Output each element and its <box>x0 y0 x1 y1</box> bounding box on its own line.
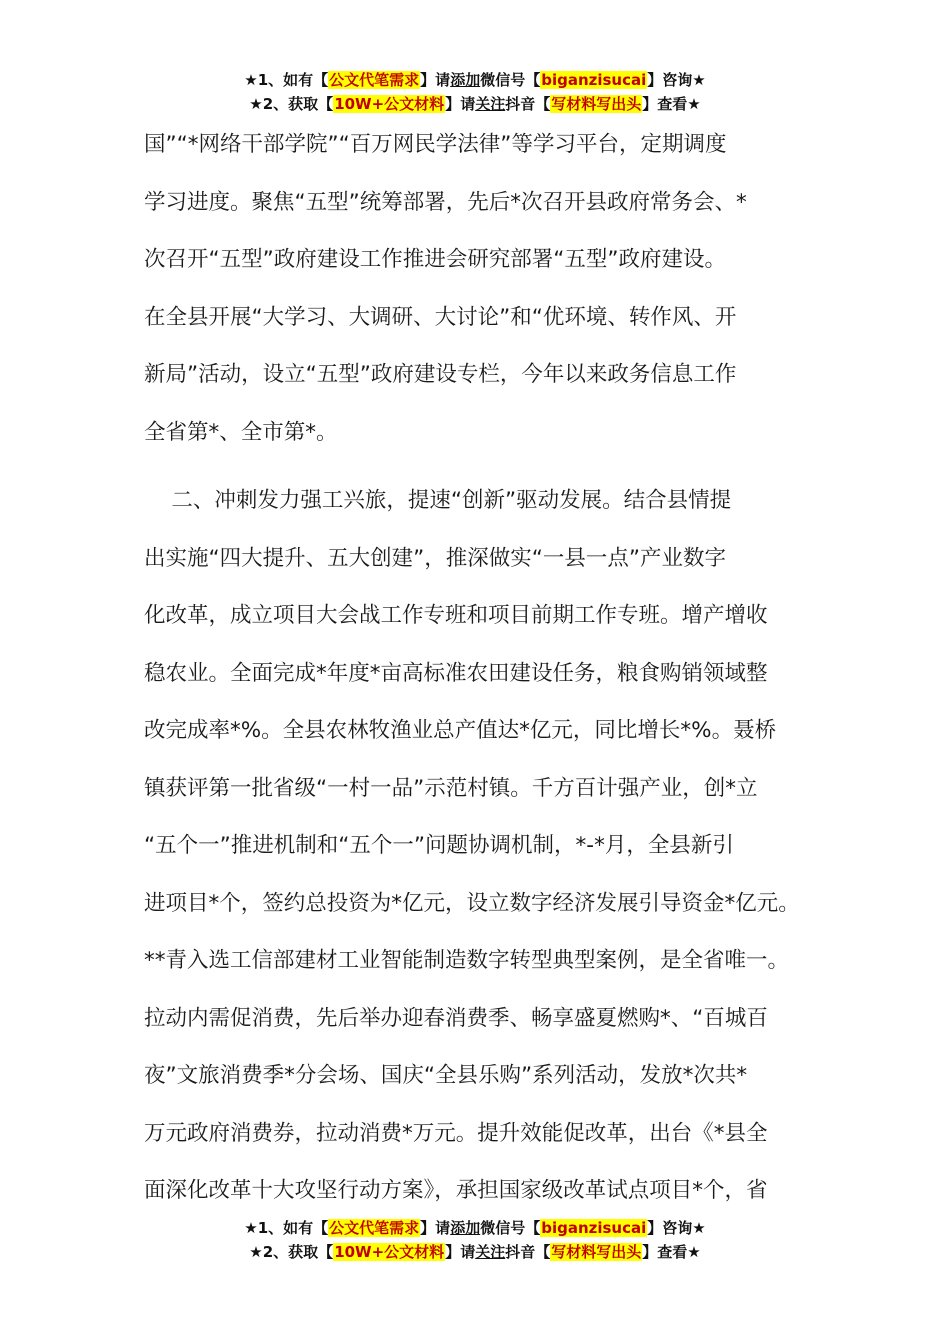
banner-text: ★2、获取【 <box>249 95 334 113</box>
text-line: **青入选工信部建材工业智能制造数字转型典型案例，是全省唯一。 <box>144 948 790 973</box>
text-line: 进项目*个，签约总投资为*亿元，设立数字经济发展引导资金*亿元。 <box>144 890 800 916</box>
text-line: 稳农业。全面完成*年度*亩高标准农田建设任务，粮食购销领域整 <box>144 660 768 686</box>
text-line: 学习进度。聚焦“五型”统筹部署，先后*次召开县政府常务会、* <box>144 189 747 215</box>
banner-line-2 <box>0 92 950 116</box>
text-line: “五个一”推进机制和“五个一”问题协调机制，*-*月，全县新引 <box>144 833 734 858</box>
banner-text: 抖音【 <box>505 1243 551 1261</box>
banner-text: ★1、如有【 <box>244 71 329 89</box>
text-line: 面深化改革十大攻坚行动方案》，承担国家级改革试点项目*个，省 <box>144 1178 768 1203</box>
banner-text: 】咨询★ <box>647 71 706 89</box>
text-line: 夜”文旅消费季*分会场、国庆“全县乐购”系列活动，发放*次共* <box>144 1063 748 1088</box>
text-line: 出实施“四大提升、五大创建”，推深做实“一县一点”产业数字 <box>144 545 727 571</box>
banner-text: 微信号【 <box>480 1219 541 1237</box>
text-line: 镇获评第一批省级“一村一品”示范村镇。千方百计强产业，创*立 <box>144 775 758 801</box>
banner-text: ★2、获取【 <box>249 1243 334 1261</box>
text-line: 改完成率*%。全县农林牧渔业总产值达*亿元，同比增长*%。聂桥 <box>144 718 777 743</box>
text-line: 全省第*、全市第*。 <box>144 419 338 445</box>
text-line: 次召开“五型”政府建设工作推进会研究部署“五型”政府建设。 <box>144 247 727 272</box>
text-line: 万元政府消费券，拉动消费*万元。提升效能促改革，出台《*县全 <box>144 1120 768 1146</box>
highlight-wechat-id: biganzisucai <box>541 1219 647 1237</box>
highlight-ghostwriting: 公文代笔需求 <box>329 71 420 89</box>
text-line: 化改革，成立项目大会战工作专班和项目前期工作专班。增产增收 <box>144 603 768 628</box>
text-line: 新局”活动，设立“五型”政府建设专栏，今年以来政务信息工作 <box>144 362 737 387</box>
banner-underline-add: 添加 <box>450 1219 481 1237</box>
banner-text: 】请 <box>445 95 476 113</box>
banner-line-1 <box>0 1216 950 1240</box>
highlight-douyin-account: 写材料写出头 <box>551 1243 642 1261</box>
highlight-wechat-id: biganzisucai <box>541 71 647 89</box>
text-line: 二、冲刺发力强工兴旅，提速“创新”驱动发展。结合县情提 <box>144 488 732 513</box>
banner-text: 】请 <box>420 71 451 89</box>
highlight-materials: 10W+公文材料 <box>334 95 445 113</box>
header-banner <box>0 68 950 116</box>
banner-text: 微信号【 <box>480 71 541 89</box>
banner-text: 】咨询★ <box>647 1219 706 1237</box>
text-line: 在全县开展“大学习、大调研、大讨论”和“优环境、转作风、开 <box>144 304 737 330</box>
highlight-ghostwriting: 公文代笔需求 <box>329 1219 420 1237</box>
banner-underline-follow: 关注 <box>475 1243 506 1261</box>
text-line: 国”“*网络干部学院”“百万网民学法律”等学习平台，定期调度 <box>144 132 727 157</box>
footer-banner <box>0 1216 950 1264</box>
text-line: 拉动内需促消费，先后举办迎春消费季、畅享盛夏燃购*、“百城百 <box>144 1005 768 1031</box>
highlight-materials: 10W+公文材料 <box>334 1243 445 1261</box>
banner-underline-add: 添加 <box>450 71 481 89</box>
banner-text: 抖音【 <box>505 95 551 113</box>
banner-text: 】查看★ <box>642 1243 701 1261</box>
banner-text: 】请 <box>445 1243 476 1261</box>
banner-line-1 <box>0 68 950 92</box>
paragraph-section-two <box>144 472 824 1220</box>
banner-line-2 <box>0 1240 950 1264</box>
banner-text: ★1、如有【 <box>244 1219 329 1237</box>
banner-text: 】请 <box>420 1219 451 1237</box>
banner-text: 】查看★ <box>642 95 701 113</box>
banner-underline-follow: 关注 <box>475 95 506 113</box>
highlight-douyin-account: 写材料写出头 <box>551 95 642 113</box>
paragraph-continuation <box>144 116 824 461</box>
